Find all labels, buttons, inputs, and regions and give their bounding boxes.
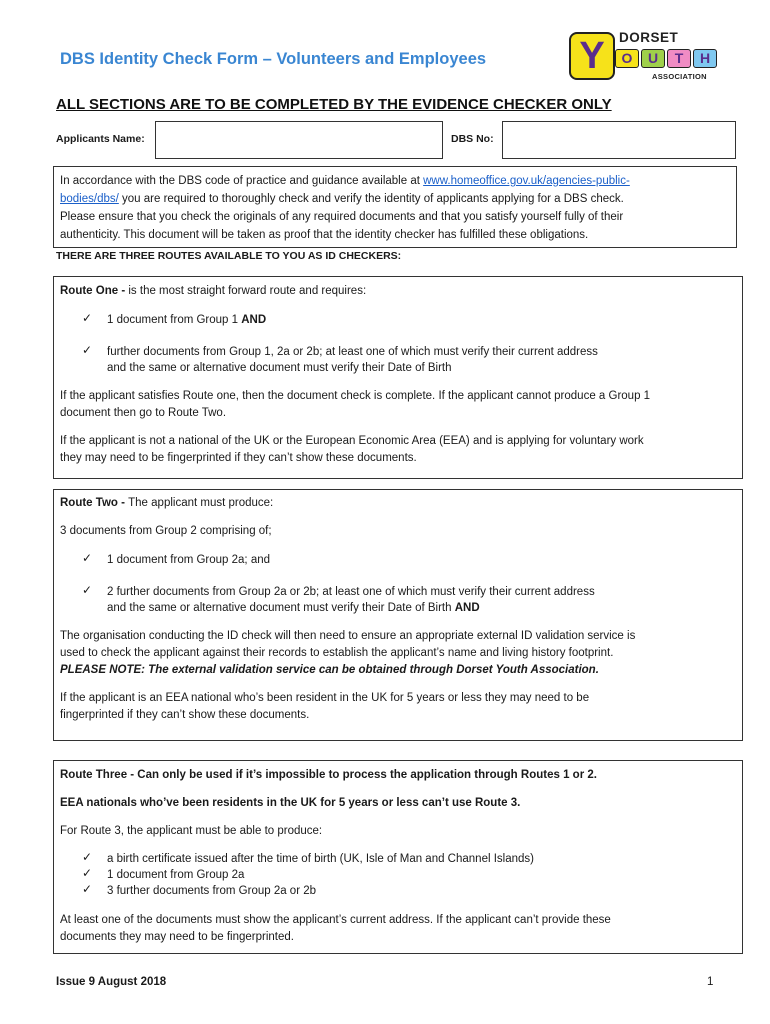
intro-line-4: authenticity. This document will be taken as proof that the identity checker has fulfilled these obligations. — [60, 229, 589, 241]
instructions-heading: ALL SECTIONS ARE TO BE COMPLETED BY THE EVIDENCE CHECKER ONLY — [56, 96, 612, 113]
logo-letter: O — [615, 49, 639, 68]
route-one-para-1-line-1: If the applicant satisfies Route one, then the document check is complete. If the applicant cannot produce a Group 1 — [60, 390, 651, 402]
logo-letter: H — [693, 49, 717, 68]
route-two-bullet-2-line-2 — [107, 600, 480, 617]
homeoffice-link-cont[interactable]: bodies/dbs/ — [60, 193, 119, 205]
checkmark-icon: ✓ — [82, 311, 93, 325]
logo-letter: U — [641, 49, 665, 68]
and-text: AND — [241, 314, 267, 326]
route-three-bullet-1: a birth certificate issued after the time of birth (UK, Isle of Man and Channel Islands) — [107, 853, 534, 865]
route-two-intro-text: The applicant must produce: — [128, 497, 274, 509]
route-three-para-line-2: documents they may need to be fingerprinted. — [60, 931, 294, 943]
route-one-bullet-2-line-2: and the same or alternative document must verify their Date of Birth — [107, 362, 452, 374]
route-three-intro: For Route 3, the applicant must be able to produce: — [60, 825, 323, 837]
route-two-bullet-1: 1 document from Group 2a; and — [107, 554, 271, 566]
checkmark-icon: ✓ — [82, 850, 93, 864]
route-one-intro — [60, 283, 366, 300]
route-two-para-2-line-1: If the applicant is an EEA national who’s been resident in the UK for 5 years or less they may need to be — [60, 692, 590, 704]
route-one-para-2-line-2: they may need to be fingerprinted if they can’t show these documents. — [60, 452, 417, 464]
bullet-text: 1 document from Group 1 — [107, 314, 242, 326]
dbs-no-field[interactable] — [502, 121, 736, 159]
route-two-para-1-line-1: The organisation conducting the ID check will then need to ensure an appropriate external ID validation service is — [60, 630, 636, 642]
checkmark-icon: ✓ — [82, 583, 93, 597]
homeoffice-link[interactable]: www.homeoffice.gov.uk/agencies-public- — [423, 175, 630, 187]
route-three-bullet-2: 1 document from Group 2a — [107, 869, 245, 881]
checkmark-icon: ✓ — [82, 882, 93, 896]
route-one-bullet-2-line-1: further documents from Group 1, 2a or 2b; at least one of which must verify their current address — [107, 346, 598, 358]
route-three-bullet-3: 3 further documents from Group 2a or 2b — [107, 885, 317, 897]
route-three-eea-note: EEA nationals who’ve been residents in the UK for 5 years or less can’t use Route 3. — [60, 797, 521, 809]
route-two-intro — [60, 495, 273, 512]
route-one-para-2-line-1: If the applicant is not a national of the UK or the European Economic Area (EEA) and is applying for voluntary work — [60, 435, 644, 447]
intro-line-1 — [60, 173, 630, 190]
route-one-title: Route One - — [60, 285, 129, 297]
route-two-title: Route Two - — [60, 497, 129, 509]
route-three-title: Route Three - Can only be used if it’s impossible to process the application through Routes 1 or 2. — [60, 769, 597, 781]
footer-issue: Issue 9 August 2018 — [56, 976, 167, 988]
applicant-name-field[interactable] — [155, 121, 443, 159]
route-two-para-1-line-2: used to check the applicant against their records to establish the applicant’s name and living history footprint. — [60, 647, 614, 659]
route-one-bullet-1 — [107, 312, 266, 329]
logo-letter: T — [667, 49, 691, 68]
route-two-subheading: 3 documents from Group 2 comprising of; — [60, 525, 272, 537]
route-one-para-1-line-2: document then go to Route Two. — [60, 407, 227, 419]
checkmark-icon: ✓ — [82, 551, 93, 565]
intro-text: In accordance with the DBS code of practice and guidance available at — [60, 175, 424, 187]
logo-letters — [615, 49, 717, 68]
intro-line-2 — [60, 191, 624, 208]
route-three-para-line-1: At least one of the documents must show the applicant’s current address. If the applicant can’t provide these — [60, 914, 611, 926]
and-text: AND — [454, 602, 480, 614]
intro-line-3: Please ensure that you check the originals of any required documents and that you satisfy yourself fully of their — [60, 211, 624, 223]
logo-association-text: ASSOCIATION — [652, 72, 707, 81]
logo-y-block: Y — [569, 32, 615, 80]
page-number: 1 — [707, 976, 714, 988]
route-two-bullet-2-line-1: 2 further documents from Group 2a or 2b; at least one of which must verify their current address — [107, 586, 595, 598]
bullet-text: and the same or alternative document must verify their Date of Birth — [107, 602, 455, 614]
applicant-name-label: Applicants Name: — [56, 133, 145, 145]
checkmark-icon: ✓ — [82, 866, 93, 880]
route-two-para-2-line-2: fingerprinted if they can’t show these documents. — [60, 709, 310, 721]
intro-text: you are required to thoroughly check and verify the identity of applicants applying for a DBS check. — [118, 193, 624, 205]
route-one-intro-text: is the most straight forward route and requires: — [128, 285, 367, 297]
logo-dorset-text: DORSET — [619, 30, 679, 45]
dbs-no-label: DBS No: — [451, 133, 494, 145]
dorset-youth-logo — [567, 30, 722, 84]
route-two-note: PLEASE NOTE: The external validation service can be obtained through Dorset Youth Association. — [60, 664, 599, 676]
form-title: DBS Identity Check Form – Volunteers and Employees — [60, 50, 487, 68]
checkmark-icon: ✓ — [82, 343, 93, 357]
routes-heading: THERE ARE THREE ROUTES AVAILABLE TO YOU AS ID CHECKERS: — [56, 250, 402, 262]
